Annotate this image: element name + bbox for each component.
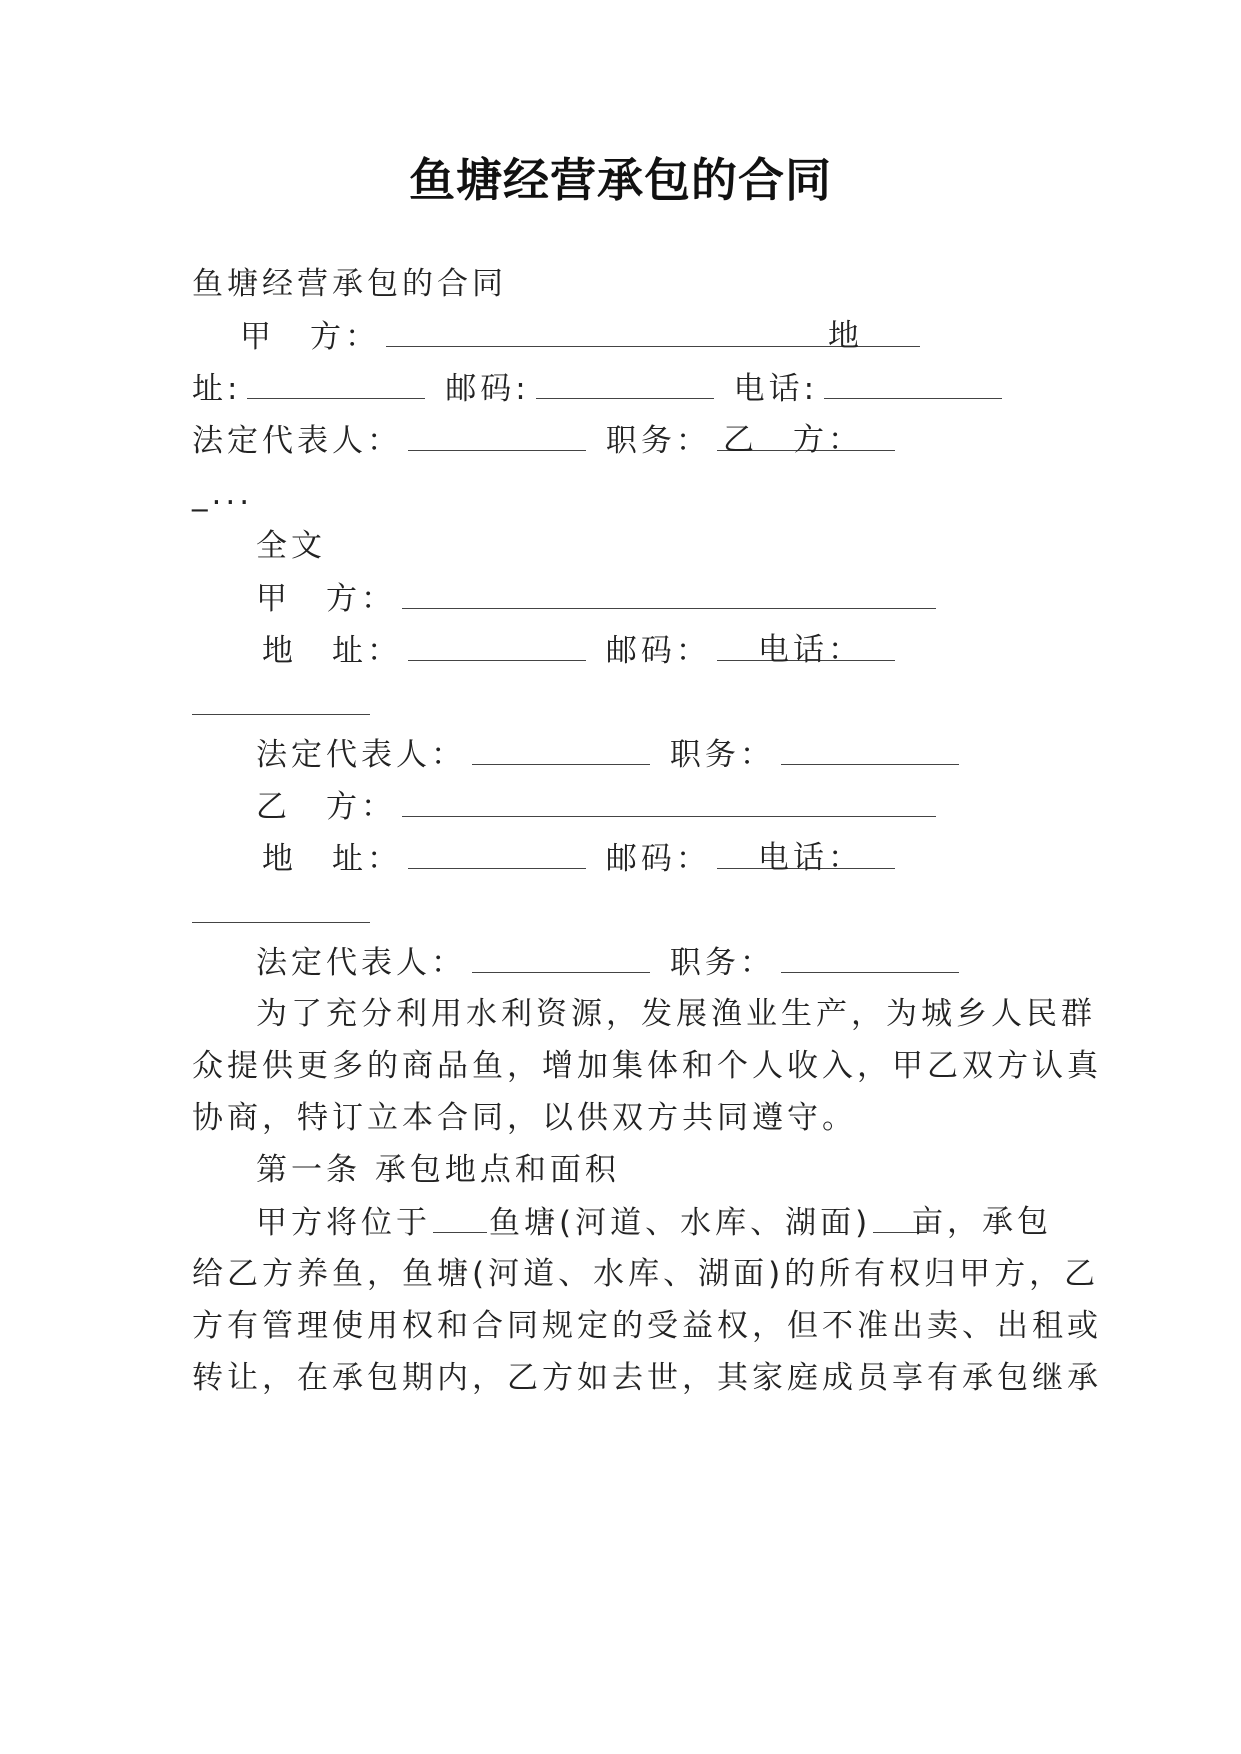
block-a-phone-line: [192, 684, 1052, 725]
position-label: 职务：: [605, 423, 711, 459]
block-a-phone-blank[interactable]: [192, 684, 370, 715]
article-1-line-2: 给乙方养鱼，鱼塘(河道、水库、湖面)的所有权归甲方，乙: [192, 1256, 1100, 1292]
address-lead: 地: [828, 318, 863, 354]
summary-rep-line: [192, 420, 1052, 461]
party-a-label: 甲 方：: [240, 319, 380, 355]
postcode-blank[interactable]: [536, 368, 714, 399]
block-a-party-line: [256, 578, 1116, 619]
block-b-legal-rep-blank[interactable]: [472, 942, 650, 973]
preamble-line-3: 协商，特订立本合同，以供双方共同遵守。: [192, 1100, 857, 1136]
preamble-line-2: 众提供更多的商品鱼，增加集体和个人收入，甲乙双方认真: [192, 1048, 1102, 1084]
block-b-address-line: [262, 838, 1052, 879]
block-a-position-blank[interactable]: [781, 734, 959, 765]
phone-blank[interactable]: [824, 368, 1002, 399]
preamble-line-1: 为了充分利用水利资源，发展渔业生产，为城乡人民群: [256, 996, 1096, 1032]
block-b-phone-blank[interactable]: [192, 892, 370, 923]
postcode-label: 邮码:: [445, 371, 530, 407]
block-b-party-line: [256, 786, 1116, 827]
block-b-party-blank[interactable]: [402, 786, 936, 817]
address-label: 址:: [192, 371, 242, 407]
article-1-heading: 第一条 承包地点和面积: [256, 1152, 620, 1188]
location-blank[interactable]: [433, 1202, 487, 1233]
block-a-address-line: [262, 630, 1052, 671]
article-1-line-4: 转让，在承包期内，乙方如去世，其家庭成员享有承包继承: [192, 1360, 1102, 1396]
block-b-phone-line: [192, 892, 1052, 933]
block-a-party-label: 甲 方：: [256, 581, 396, 617]
summary-address-line: [192, 368, 1052, 409]
block-a-address-blank[interactable]: [408, 630, 586, 661]
document-title: 鱼塘经营承包的合同: [409, 153, 832, 207]
block-b-legal-rep-label: 法定代表人：: [256, 945, 466, 981]
article-1-text-b: 鱼塘(河道、水库、湖面): [489, 1205, 872, 1241]
block-a-address-label: 地 址：: [262, 633, 402, 669]
summary-ellipsis: _...: [192, 476, 254, 512]
fulltext-label: 全文: [256, 528, 326, 564]
address-blank[interactable]: [247, 368, 425, 399]
block-a-legal-rep-label: 法定代表人：: [256, 737, 466, 773]
block-a-position-label: 职务：: [669, 737, 775, 773]
legal-rep-label: 法定代表人：: [192, 423, 402, 459]
article-1-line-1: [256, 1202, 1052, 1243]
block-b-address-label: 地 址：: [262, 841, 402, 877]
block-b-phone-label: 电话：: [758, 840, 863, 876]
legal-rep-blank[interactable]: [408, 420, 586, 451]
block-b-address-blank[interactable]: [408, 838, 586, 869]
block-b-position-label: 职务：: [669, 945, 775, 981]
summary-heading: 鱼塘经营承包的合同: [192, 266, 507, 302]
block-b-postcode-label: 邮码：: [605, 841, 711, 877]
block-b-party-label: 乙 方：: [256, 789, 396, 825]
article-1-text-a: 甲方将位于: [256, 1205, 431, 1241]
article-1-text-c: 亩，承包: [912, 1204, 1052, 1240]
block-b-position-blank[interactable]: [781, 942, 959, 973]
block-a-party-blank[interactable]: [402, 578, 936, 609]
article-1-line-3: 方有管理使用权和合同规定的受益权，但不准出卖、出租或: [192, 1308, 1102, 1344]
block-a-rep-line: [256, 734, 1116, 775]
block-b-rep-line: [256, 942, 1116, 983]
block-a-postcode-label: 邮码：: [605, 633, 711, 669]
summary-party-a-line: [240, 316, 1052, 357]
phone-label: 电话:: [733, 371, 819, 407]
block-a-phone-label: 电话：: [758, 632, 863, 668]
party-b-label: 乙 方：: [723, 422, 863, 458]
block-a-legal-rep-blank[interactable]: [472, 734, 650, 765]
